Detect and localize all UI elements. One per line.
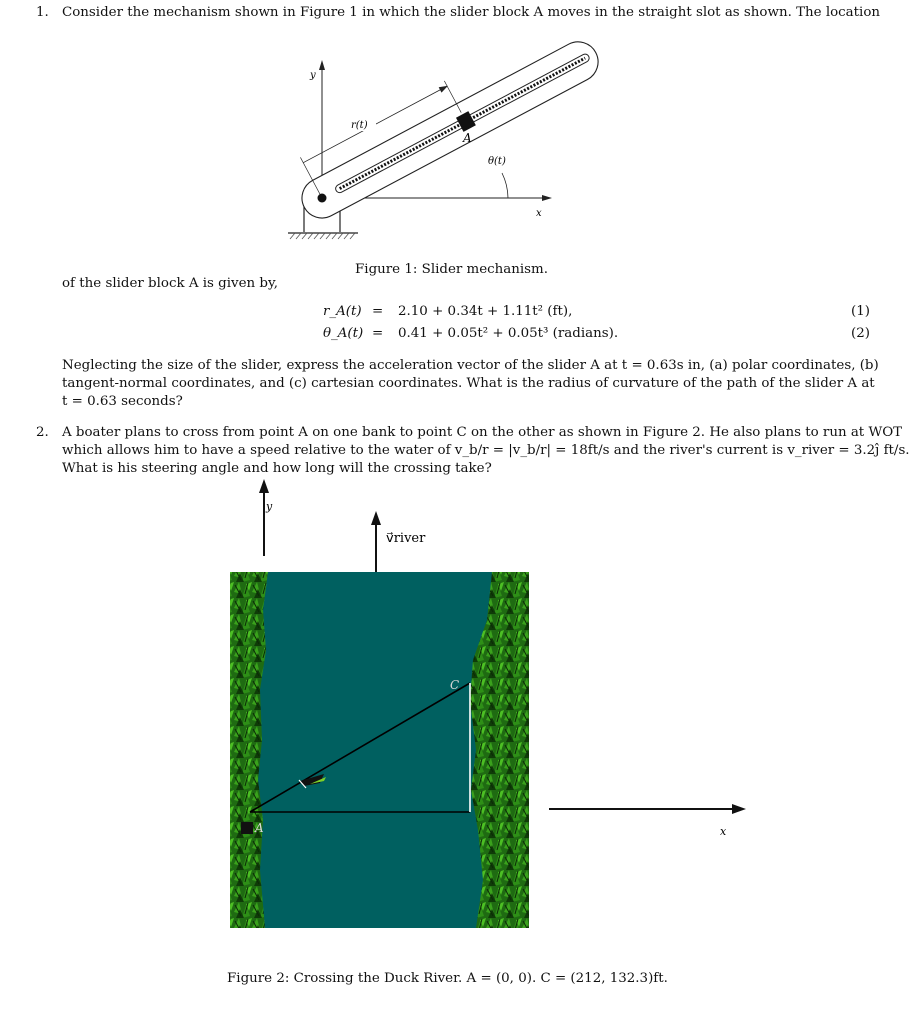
- problem-2-line: A boater plans to cross from point A on one bank to point C on the other as shown in Figure 2. He also plans to run at WOT: [62, 425, 903, 440]
- question-line: tangent-normal coordinates, and (c) cartesian coordinates. What is the radius of curvature of the path of the slider A at: [62, 376, 875, 391]
- equation-number: (1): [851, 304, 870, 319]
- problem-1-number: 1.: [36, 5, 49, 20]
- figure-2-river-crossing: [0, 470, 916, 970]
- problem-2-number: 2.: [36, 425, 49, 440]
- fig2-A-label: A: [255, 821, 264, 835]
- fig2-C-label: C: [450, 678, 460, 692]
- fig2-y-label: y: [266, 500, 273, 513]
- question-line: Neglecting the size of the slider, express the acceleration vector of the slider A at t = 0.63s in, (a) polar coordinates, (b): [62, 358, 879, 373]
- equation-rhs: 2.10 + 0.34t + 1.11t² (ft),: [398, 304, 573, 319]
- problem-2-line: which allows him to have a speed relative to the water of v_b/r = |v_b/r| = 18ft/s and the river's current is v_river = 3.2ĵ ft/s.: [62, 443, 910, 458]
- fig1-A-label: A: [463, 131, 472, 145]
- equation-sign: =: [372, 326, 384, 341]
- figure-1-caption: Figure 1: Slider mechanism.: [355, 262, 548, 277]
- question-line: t = 0.63 seconds?: [62, 394, 183, 409]
- fig1-y-label: y: [310, 70, 316, 81]
- fig2-river-label: v⃗river: [386, 531, 426, 546]
- equation-2: [0, 324, 916, 344]
- fig2-x-label: x: [720, 825, 727, 838]
- equation-sign: =: [372, 304, 384, 319]
- equation-number: (2): [851, 326, 870, 341]
- problem-1-continuation: of the slider block A is given by,: [62, 276, 279, 291]
- problem-1-intro: Consider the mechanism shown in Figure 1 in which the slider block A moves in the straight slot as shown. The location: [62, 5, 880, 20]
- problem-1-question: [62, 357, 879, 411]
- equation-rhs: 0.41 + 0.05t² + 0.05t³ (radians).: [398, 326, 619, 341]
- problem-2-line: What is his steering angle and how long will the crossing take?: [62, 461, 492, 476]
- figure-2-caption: Figure 2: Crossing the Duck River. A = (0, 0). C = (212, 132.3)ft.: [227, 971, 668, 986]
- fig1-x-label: x: [536, 208, 542, 219]
- fig1-r-label: r(t): [351, 120, 368, 131]
- equation-lhs: θ_A(t): [323, 326, 364, 341]
- point-A-marker: [241, 822, 253, 834]
- equation-1: [0, 302, 916, 322]
- equation-lhs: r_A(t): [323, 304, 362, 319]
- fig1-theta-label: θ(t): [488, 156, 506, 167]
- figure-1-slider-mechanism: [270, 20, 650, 250]
